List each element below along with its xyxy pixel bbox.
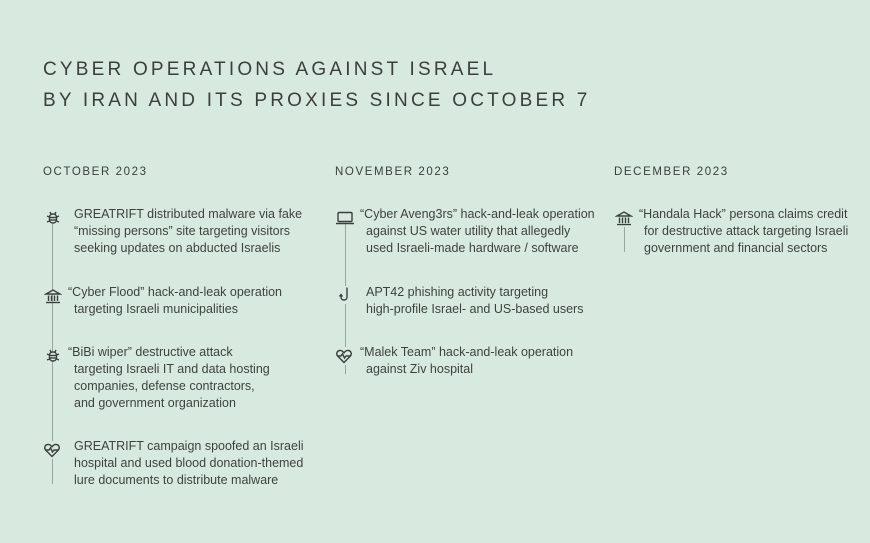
event-text-line: GREATRIFT campaign spoofed an Israeli	[74, 439, 304, 453]
month-heading: NOVEMBER 2023	[335, 166, 451, 178]
month-heading: DECEMBER 2023	[614, 166, 729, 178]
event-text-line: “Malek Team” hack-and-leak operation	[360, 345, 574, 359]
event-text-line: GREATRIFT distributed malware via fake	[74, 207, 303, 221]
event-item	[74, 438, 304, 489]
event-text-line: and government organization	[74, 396, 236, 410]
event-text-line: “Handala Hack” persona claims credit	[639, 207, 848, 221]
event-item	[68, 344, 270, 412]
event-text-line: against US water utility that allegedly	[366, 224, 571, 238]
event-text-line: companies, defense contractors,	[74, 379, 255, 393]
bug-icon	[44, 347, 62, 365]
heart-pulse-icon	[335, 347, 353, 365]
title-line-2: BY IRAN AND ITS PROXIES SINCE OCTOBER 7	[43, 90, 591, 111]
event-text-line: lure documents to distribute malware	[74, 473, 279, 487]
event-text-line: “Cyber Flood” hack-and-leak operation	[68, 285, 282, 299]
event-item	[360, 206, 595, 257]
event-text-line: hospital and used blood donation-themed	[74, 456, 304, 470]
event-text-line: government and financial sectors	[644, 241, 828, 255]
event-text-line: “BiBi wiper” destructive attack	[68, 345, 233, 359]
event-item	[68, 284, 282, 318]
event-text-line: targeting Israeli municipalities	[74, 302, 238, 316]
fishing-hook-icon	[336, 286, 354, 304]
event-item	[639, 206, 848, 257]
heart-pulse-icon	[43, 441, 61, 459]
event-text-line: targeting Israeli IT and data hosting	[74, 362, 270, 376]
event-text-line: high-profile Israel- and US-based users	[366, 302, 584, 316]
event-item	[360, 344, 573, 378]
bug-icon	[44, 209, 62, 227]
laptop-icon	[335, 209, 355, 227]
event-text-line: for destructive attack targeting Israeli	[644, 224, 849, 238]
event-text-line: “Cyber Aveng3rs” hack-and-leak operation	[360, 207, 595, 221]
event-item	[74, 206, 302, 257]
event-text-line: APT42 phishing activity targeting	[366, 285, 549, 299]
page-title	[43, 54, 591, 116]
title-line-1: CYBER OPERATIONS AGAINST ISRAEL	[43, 59, 497, 80]
timeline-line	[624, 224, 625, 252]
month-heading: OCTOBER 2023	[43, 166, 148, 178]
government-building-icon	[44, 287, 62, 305]
event-text-line: seeking updates on abducted Israelis	[74, 241, 281, 255]
event-text-line: used Israeli-made hardware / software	[366, 241, 579, 255]
event-item	[366, 284, 583, 318]
government-building-icon	[615, 209, 633, 227]
event-text-line: against Ziv hospital	[366, 362, 474, 376]
event-text-line: “missing persons” site targeting visitors	[74, 224, 291, 238]
